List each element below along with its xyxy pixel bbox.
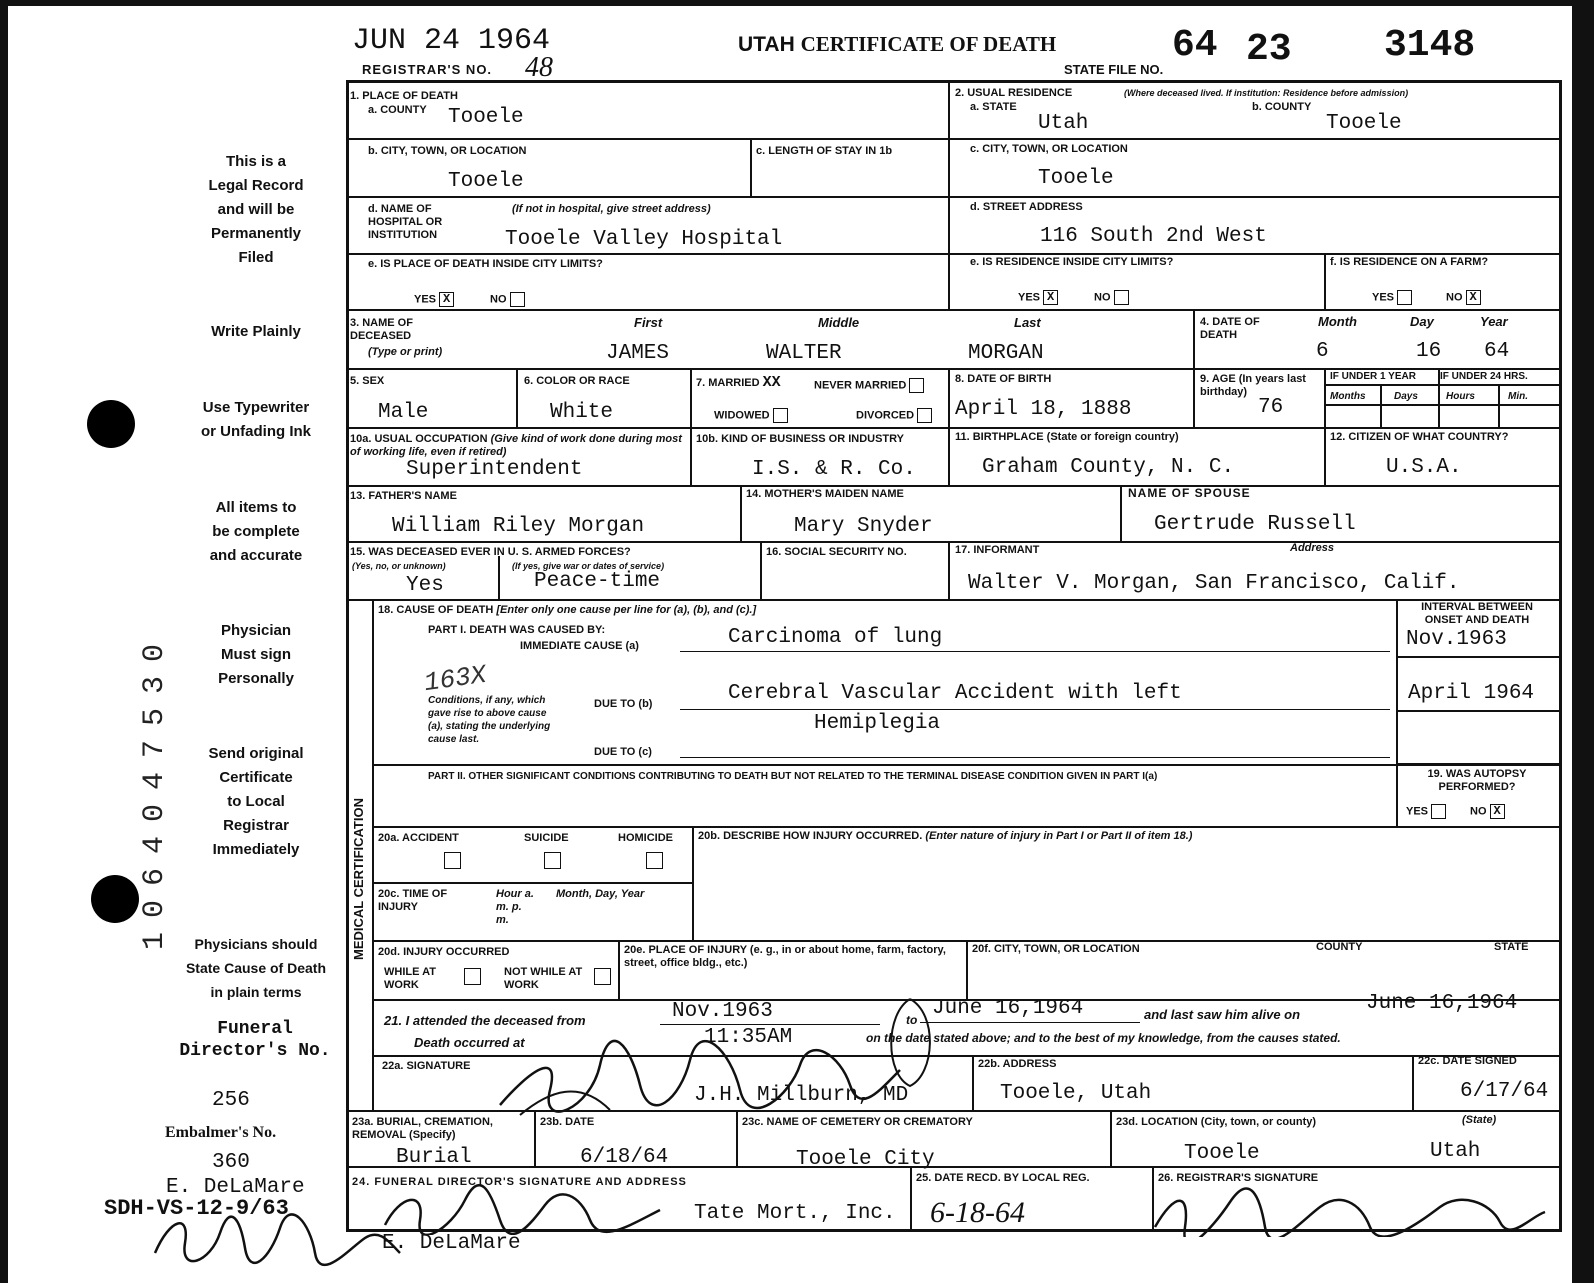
label-sex: 5. SEX: [350, 375, 385, 387]
label-state-paren: (State): [1462, 1114, 1497, 1126]
label-state: a. STATE: [970, 101, 1017, 113]
armed-value: Yes: [406, 574, 444, 597]
last-saw-value: June 16,1964: [1366, 992, 1518, 1015]
stamp-date: JUN 24 1964: [352, 24, 551, 58]
label-burial: 23a. BURIAL, CREMATION, REMOVAL (Specify): [352, 1116, 493, 1141]
label-res-inside-limits: e. IS RESIDENCE INSIDE CITY LIMITS?: [970, 256, 1174, 268]
label-street: d. STREET ADDRESS: [970, 201, 1083, 213]
label-to: to: [906, 1013, 918, 1027]
label-hour: Hour a. m. p. m.: [496, 888, 534, 926]
funeral-director-no: 256: [212, 1089, 250, 1112]
physician-name: J.H. Millburn, MD: [694, 1084, 909, 1107]
checkbox-checked[interactable]: X: [1043, 290, 1058, 305]
label-war-note: (If yes, give war or dates of service): [512, 561, 665, 571]
sex-value: Male: [378, 401, 429, 424]
label-armed-note: (Yes, no, or unknown): [352, 561, 446, 571]
interval-a-value: Nov.1963: [1406, 628, 1507, 651]
label-mdy: Month, Day, Year: [556, 888, 645, 900]
dob-value: April 18, 1888: [955, 398, 1132, 421]
label-length-of-stay: c. LENGTH OF STAY IN 1b: [756, 145, 893, 157]
registrar-no: 48: [525, 52, 553, 83]
label-month: Month: [1318, 314, 1357, 329]
checkbox-checked[interactable]: X: [1490, 804, 1505, 819]
file-no-b: 23: [1246, 28, 1292, 71]
scan-border-right: [1572, 0, 1594, 1283]
label-cause-of-death: 18. CAUSE OF DEATH [Enter only one cause per line for (a), (b), and (c).]: [378, 604, 757, 616]
attended-to-value: June 16,1964: [932, 997, 1084, 1020]
sidebar-legal-note: This is a Legal Record and will be Permanently Filed: [208, 153, 304, 266]
label-residence-note: (Where deceased lived. If institution: Residence before admission): [1124, 88, 1409, 98]
label-part1: PART I. DEATH WAS CAUSED BY:: [428, 624, 606, 636]
label-res-county: b. COUNTY: [1252, 101, 1312, 113]
label-under-24-hrs: IF UNDER 24 HRS.: [1440, 371, 1528, 382]
checkbox[interactable]: [1114, 290, 1129, 305]
death-year-value: 64: [1484, 340, 1510, 363]
label-type-print: (Type or print): [368, 346, 443, 358]
label-accident: 20a. ACCIDENT: [378, 832, 459, 844]
funeral-address-value: Tate Mort., Inc.: [694, 1202, 896, 1225]
checkbox[interactable]: [510, 292, 525, 307]
label-injury-state: STATE: [1494, 941, 1529, 953]
label-city: b. CITY, TOWN, OR LOCATION: [368, 145, 527, 157]
label-place-of-injury: 20e. PLACE OF INJURY (e. g., in or about home, farm, factory, street, office bldg., etc.): [624, 944, 946, 969]
scan-border-left: [0, 0, 8, 1283]
label-usual-residence: 2. USUAL RESIDENCE: [955, 87, 1073, 99]
marital-never[interactable]: NEVER MARRIED: [814, 378, 924, 393]
autopsy-yes[interactable]: YES: [1406, 804, 1446, 819]
label-min: Min.: [1508, 391, 1528, 402]
label-spouse: NAME OF SPOUSE: [1128, 486, 1251, 500]
label-first: First: [634, 315, 663, 330]
label-due-c: DUE TO (c): [594, 746, 652, 758]
citizen-value: U.S.A.: [1386, 456, 1462, 479]
spouse-value: Gertrude Russell: [1154, 513, 1356, 536]
death-time-value: 11:35AM: [704, 1026, 793, 1049]
label-funeral-director: 24. FUNERAL DIRECTOR'S SIGNATURE AND ADDRESS: [352, 1176, 687, 1188]
label-inside-limits: e. IS PLACE OF DEATH INSIDE CITY LIMITS?: [368, 258, 603, 270]
title-main: CERTIFICATE OF DEATH: [800, 32, 1057, 56]
disposition-value: Burial: [396, 1146, 472, 1169]
birthplace-value: Graham County, N. C.: [982, 456, 1235, 479]
label-medical-certification: MEDICAL CERTIFICATION: [351, 797, 366, 960]
label-last: Last: [1014, 315, 1041, 330]
label-date-of-death: 4. DATE OF DEATH: [1200, 316, 1260, 341]
sidebar-complete: All items to be complete and accurate: [209, 499, 303, 564]
label-father: 13. FATHER'S NAME: [350, 490, 457, 502]
punch-hole-icon: [91, 875, 139, 923]
res-limits-no[interactable]: NO: [1094, 290, 1129, 305]
label-injury-county: COUNTY: [1316, 941, 1363, 953]
checkbox[interactable]: [917, 408, 932, 423]
city-limits-yes[interactable]: YES X: [414, 292, 454, 307]
middle-name-value: WALTER: [766, 342, 842, 365]
war-value: Peace-time: [534, 570, 661, 593]
label-last-saw: and last saw him alive on: [1144, 1007, 1301, 1022]
label-county: a. COUNTY: [368, 104, 427, 116]
hospital-value: Tooele Valley Hospital: [505, 228, 783, 251]
label-dob: 8. DATE OF BIRTH: [955, 373, 1052, 385]
label-farm: f. IS RESIDENCE ON A FARM?: [1330, 256, 1489, 268]
autopsy-no[interactable]: NO X: [1470, 804, 1505, 819]
city-limits-no[interactable]: NO: [490, 292, 525, 307]
sidebar-write-plainly: Write Plainly: [211, 323, 301, 340]
res-limits-yes[interactable]: YES X: [1018, 290, 1058, 305]
funeral-director-label: Funeral Director's No.: [179, 1019, 331, 1061]
label-homicide: HOMICIDE: [618, 832, 673, 844]
label-registrar-signature: 26. REGISTRAR'S SIGNATURE: [1158, 1172, 1319, 1184]
code-value: 163X: [422, 659, 489, 699]
label-physician-address: 22b. ADDRESS: [978, 1058, 1057, 1070]
serial-number: 1064047530: [138, 629, 172, 950]
label-hospital-note: (If not in hospital, give street address): [512, 203, 711, 215]
location-town-value: Tooele: [1184, 1142, 1260, 1165]
location-state-value: Utah: [1430, 1140, 1481, 1163]
label-on-the-date: on the date stated above; and to the best of my knowledge, from the causes stated.: [866, 1031, 1341, 1045]
farm-no[interactable]: NO X: [1446, 290, 1481, 305]
label-attended: 21. I attended the deceased from: [384, 1013, 586, 1028]
sidebar-typewriter: Use Typewriter or Unfading Ink: [201, 399, 311, 440]
label-days: Days: [1394, 391, 1418, 402]
label-age: 9. AGE (In years last birthday): [1200, 373, 1306, 398]
label-race: 6. COLOR OR RACE: [524, 375, 630, 387]
label-part2: PART II. OTHER SIGNIFICANT CONDITIONS CONTRIBUTING TO DEATH BUT NOT RELATED TO THE TERMINAL DISEASE CONDITION GIVEN IN PART I(a): [428, 771, 1158, 782]
burial-date-value: 6/18/64: [580, 1146, 669, 1169]
label-birthplace: 11. BIRTHPLACE (State or foreign country): [955, 431, 1179, 443]
state-file-label: STATE FILE NO.: [1064, 62, 1164, 77]
death-month-value: 6: [1316, 340, 1329, 363]
embalmer-label: Embalmer's No.: [165, 1124, 277, 1141]
cemetery-value: Tooele City: [796, 1148, 935, 1171]
label-not-while-at-work: NOT WHILE AT WORK: [504, 966, 583, 991]
date-signed-value: 6/17/64: [1460, 1080, 1549, 1103]
label-months: Months: [1330, 391, 1366, 402]
label-citizen: 12. CITIZEN OF WHAT COUNTRY?: [1330, 431, 1509, 443]
label-injury-occurred: 20d. INJURY OCCURRED: [378, 946, 510, 958]
punch-hole-icon: [87, 400, 135, 448]
sidebar-send: Send original Certificate to Local Registrar Immediately: [208, 745, 304, 858]
interval-b-value: April 1964: [1408, 682, 1535, 705]
label-day: Day: [1410, 314, 1434, 329]
label-business: 10b. KIND OF BUSINESS OR INDUSTRY: [696, 433, 905, 445]
bottom-name: E. DeLaMare: [382, 1232, 521, 1255]
father-value: William Riley Morgan: [392, 515, 645, 538]
sidebar-physician: Physician Must sign Personally: [218, 622, 294, 687]
label-burial-date: 23b. DATE: [540, 1116, 595, 1128]
occupation-value: Superintendent: [406, 458, 583, 481]
label-suicide: SUICIDE: [524, 832, 569, 844]
registrar-label: REGISTRAR'S NO.: [362, 62, 493, 77]
street-value: 116 South 2nd West: [1040, 225, 1267, 248]
marital-divorced[interactable]: DIVORCED: [856, 408, 932, 423]
label-date-signed: 22c. DATE SIGNED: [1418, 1055, 1517, 1067]
label-hours: Hours: [1446, 391, 1475, 402]
checkbox[interactable]: [1397, 290, 1412, 305]
marital-married[interactable]: 7. MARRIED XX: [696, 374, 781, 391]
label-location: 23d. LOCATION (City, town, or county): [1116, 1116, 1317, 1128]
label-armed-forces: 15. WAS DECEASED EVER IN U. S. ARMED FORCES?: [350, 546, 631, 558]
label-death-occurred: Death occurred at: [414, 1035, 525, 1050]
label-middle: Middle: [818, 315, 860, 330]
res-county-value: Tooele: [1326, 112, 1402, 135]
checkbox[interactable]: [1431, 804, 1446, 819]
checkbox[interactable]: [773, 408, 788, 423]
label-address: Address: [1290, 542, 1335, 554]
homicide-checkbox[interactable]: [646, 852, 663, 869]
marital-widowed[interactable]: WIDOWED: [714, 408, 788, 423]
race-value: White: [550, 401, 614, 424]
label-ssn: 16. SOCIAL SECURITY NO.: [766, 546, 907, 558]
label-injury-city: 20f. CITY, TOWN, OR LOCATION: [972, 943, 1140, 955]
checkbox[interactable]: [909, 378, 924, 393]
label-name: 3. NAME OF DECEASED: [350, 317, 413, 342]
label-signature: 22a. SIGNATURE: [382, 1060, 471, 1072]
checkbox-checked[interactable]: X: [1466, 290, 1481, 305]
label-res-city: c. CITY, TOWN, OR LOCATION: [970, 143, 1128, 155]
scan-border-top: [0, 0, 1594, 6]
while-at-work-checkbox[interactable]: [464, 968, 481, 985]
label-cemetery: 23c. NAME OF CEMETERY OR CREMATORY: [742, 1116, 973, 1128]
page-title: [738, 32, 1056, 57]
embalmer-no: 360: [212, 1151, 250, 1174]
registrar-signature: [1150, 1182, 1550, 1237]
cause-a-value: Carcinoma of lung: [728, 626, 943, 649]
label-immediate-cause: IMMEDIATE CAUSE (a): [520, 640, 639, 652]
res-city-value: Tooele: [1038, 167, 1114, 190]
form-code: SDH-VS-12-9/63: [104, 1196, 289, 1221]
attended-from-value: Nov.1963: [672, 1000, 773, 1023]
label-interval: INTERVAL BETWEEN ONSET AND DEATH: [1421, 601, 1533, 626]
title-prefix: UTAH: [738, 33, 795, 56]
label-place-of-death: 1. PLACE OF DEATH: [350, 90, 458, 102]
label-while-at-work: WHILE AT WORK: [384, 966, 436, 991]
checkbox-checked[interactable]: X: [439, 292, 454, 307]
label-injury-how: 20b. DESCRIBE HOW INJURY OCCURRED. (Enter nature of injury in Part I or Part II of item 18.): [698, 830, 1193, 842]
label-hospital: d. NAME OF HOSPITAL OR INSTITUTION: [368, 203, 443, 241]
label-under-1-year: IF UNDER 1 YEAR: [1330, 371, 1416, 382]
date-received-value: 6-18-64: [930, 1196, 1025, 1229]
embalmer-name: E. DeLaMare: [166, 1176, 305, 1199]
first-name-value: JAMES: [606, 342, 670, 365]
cause-b2-value: Hemiplegia: [814, 712, 941, 735]
label-date-received: 25. DATE RECD. BY LOCAL REG.: [916, 1172, 1090, 1184]
last-name-value: MORGAN: [968, 342, 1044, 365]
informant-value: Walter V. Morgan, San Francisco, Calif.: [968, 572, 1460, 595]
label-informant: 17. INFORMANT: [955, 544, 1040, 556]
label-autopsy: 19. WAS AUTOPSY PERFORMED?: [1427, 768, 1527, 793]
age-value: 76: [1258, 396, 1284, 419]
farm-yes[interactable]: YES: [1372, 290, 1412, 305]
label-mother: 14. MOTHER'S MAIDEN NAME: [746, 488, 904, 500]
sidebar-plain-terms: Physicians should State Cause of Death in plain terms: [185, 936, 327, 1000]
file-no-a: 64: [1172, 24, 1218, 67]
mother-value: Mary Snyder: [794, 515, 933, 538]
death-day-value: 16: [1416, 340, 1442, 363]
cause-b1-value: Cerebral Vascular Accident with left: [728, 682, 1182, 705]
label-conditions: Conditions, if any, which gave rise to above cause (a), stating the underlying cause last.: [428, 695, 551, 745]
accident-checkbox[interactable]: [444, 852, 461, 869]
funeral-director-signature: [380, 1180, 670, 1235]
suicide-checkbox[interactable]: [544, 852, 561, 869]
county-value: Tooele: [448, 106, 524, 129]
file-no-c: 3148: [1384, 24, 1476, 67]
city-value: Tooele: [448, 170, 524, 193]
res-state-value: Utah: [1038, 112, 1089, 135]
business-value: I.S. & R. Co.: [752, 458, 916, 481]
physician-address-value: Tooele, Utah: [1000, 1082, 1152, 1105]
label-year: Year: [1480, 314, 1508, 329]
label-occupation: 10a. USUAL OCCUPATION (Give kind of work done during most of working life, even if retired): [350, 433, 682, 458]
not-while-at-work-checkbox[interactable]: [594, 968, 611, 985]
label-time-of-injury: 20c. TIME OF INJURY: [378, 888, 448, 913]
label-due-b: DUE TO (b): [594, 698, 653, 710]
